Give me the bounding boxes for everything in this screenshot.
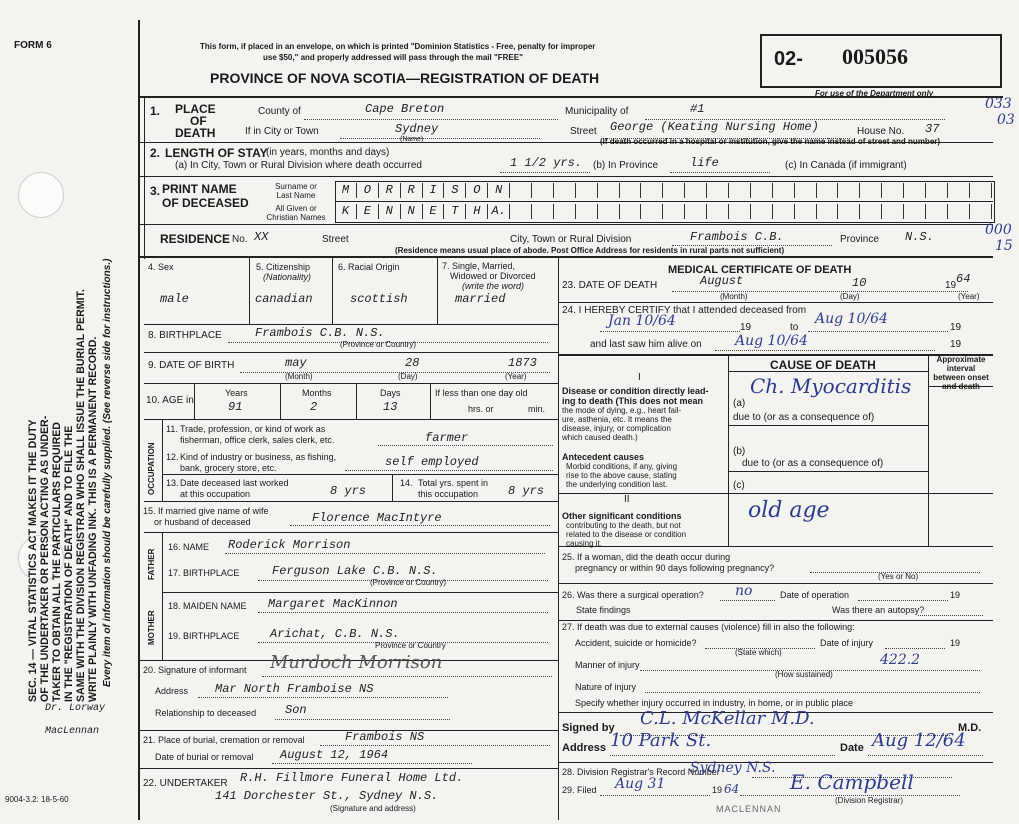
q29-year: 64 [724, 782, 740, 796]
q27-label: 27. If death was due to external causes (violence) fill in also the following: [562, 622, 855, 632]
s2c-label: (c) In Canada (if immigrant) [785, 160, 907, 171]
antecedent-line-2: Morbid conditions, if any, giving [566, 462, 678, 471]
nineteen-3: 19 [950, 339, 962, 350]
s3-num: 3. [150, 184, 161, 198]
death-day-caption: (Day) [840, 292, 860, 301]
q13-value: 8 yrs [330, 484, 367, 498]
s1-num: 1. [150, 104, 161, 118]
surname-label-1: Surname or [275, 182, 317, 191]
surname-letter-cell: M [335, 183, 357, 198]
q11-num: 11. [166, 424, 178, 434]
given-letter-cell: A. [488, 204, 510, 219]
q14-num: 14. [400, 478, 413, 488]
mail-notice-1: This form, if placed in an envelope, on which is printed "Dominion Statistics - Free, penalty for improper [200, 42, 596, 51]
q23-label: 23. DATE OF DEATH [562, 280, 658, 291]
specify-label: Specify whether injury occurred in industry, in home, or in public place [575, 698, 853, 708]
undertaker-value-2: 141 Dorchester St., Sydney N.S. [215, 789, 439, 803]
burial-place-label: 21. Place of burial, cremation or removal [143, 735, 305, 745]
other-value: old age [748, 498, 830, 523]
birthplace-value: Frambois C.B. N.S. [255, 326, 385, 340]
bottom-stamp: MACLENNAN [716, 804, 782, 814]
house-label: House No. [857, 126, 905, 137]
to-label: to [790, 322, 799, 333]
given-letter-cell: E [423, 204, 445, 219]
antecedent-line-3: rise to the above cause, stating [566, 471, 677, 480]
death-month: August [700, 274, 744, 288]
undertaker-caption: (Signature and address) [330, 804, 416, 813]
doctor-note-1: Dr. Lorway [45, 703, 106, 714]
sidebar-line-6: WRITE PLAINLY WITH UNFADING INK. THIS IS A PERMANENT RECORD. [87, 336, 99, 702]
given-letter-cell [598, 204, 620, 219]
age-days-label: Days [380, 388, 401, 398]
form-code: 9004-3.2: 18-5-60 [5, 795, 69, 804]
given-letter-cell [663, 204, 685, 219]
hospital-note: (If death occurred in a hospital or institution, give the name instead of street and number) [600, 137, 941, 146]
q12-b: bank, grocery store, etc. [180, 463, 277, 473]
surname-letter-cell [904, 183, 926, 198]
citizenship-label: 5. Citizenship [256, 262, 311, 272]
given-letter-cell [751, 204, 773, 219]
dob-month: may [285, 356, 307, 370]
dept-use-label: For use of the Department only [815, 89, 934, 98]
marital-label-1: 7. Single, Married, [442, 261, 516, 271]
antecedent-line-1: Antecedent causes [562, 452, 645, 462]
given-letter-cell [970, 204, 992, 219]
dob-label: 9. DATE OF BIRTH [148, 360, 235, 371]
surname-letter-cell [817, 183, 839, 198]
given-letter-cell [882, 204, 904, 219]
sex-value: male [160, 292, 189, 306]
burial-date-value: August 12, 1964 [280, 748, 389, 762]
md-label: M.D. [958, 722, 982, 734]
residence-street-label: Street [322, 234, 349, 245]
given-letter-cell [685, 204, 707, 219]
cause-b-letter: (b) [733, 446, 746, 457]
street-value: George (Keating Nursing Home) [610, 120, 819, 134]
mother-name-label: 18. MAIDEN NAME [168, 601, 247, 611]
age-years-value: 91 [228, 400, 243, 414]
q14-a: Total yrs. spent in [418, 478, 489, 488]
accident-label: Accident, suicide or homicide? [575, 638, 697, 648]
surname-letter-cell [532, 183, 554, 198]
yes-no-caption: (Yes or No) [878, 572, 919, 581]
q29-value: Aug 31 [615, 776, 666, 792]
surname-letter-cell [860, 183, 882, 198]
disease-line-3: the mode of dying, e.g., heart fail- [562, 406, 682, 415]
s2-num: 2. [150, 146, 161, 160]
given-letter-cell: K [335, 204, 357, 219]
given-letter-cell [576, 204, 598, 219]
margin-code-2a: 000 [985, 222, 1012, 238]
death-year: 64 [956, 272, 971, 286]
reg-number: 005056 [842, 44, 908, 69]
q13-b: at this occupation [180, 489, 251, 499]
cause-a-letter: (a) [733, 398, 746, 409]
q25-label-2: pregnancy or within 90 days following pregnancy? [575, 563, 775, 573]
roman-ii: II [624, 494, 630, 505]
marital-value: married [455, 292, 506, 306]
s1-label-a: PLACE [175, 102, 216, 116]
racial-value: scottish [350, 292, 408, 306]
margin-code-2b: 15 [995, 238, 1013, 254]
dob-day: 28 [405, 356, 420, 370]
s2a-label: (a) In City, Town or Rural Division where death occurred [175, 160, 422, 171]
death-year-prefix: 19 [945, 280, 957, 291]
given-label-2: Christian Names [266, 213, 326, 222]
given-letter-cell: N [401, 204, 423, 219]
cause-c-letter: (c) [733, 480, 745, 491]
due-to-2: due to (or as a consequence of) [742, 458, 884, 469]
wife-value: Florence MacIntyre [312, 511, 442, 525]
other-line-3: related to the disease or condition [566, 530, 687, 539]
municipality-value: #1 [690, 102, 705, 116]
father-name-label: 16. NAME [168, 542, 210, 552]
mother-bp-caption: Province or Country [375, 641, 446, 650]
given-label-1: All Given or [275, 204, 317, 213]
city-label: If in City or Town [245, 126, 319, 137]
mother-name-value: Margaret MacKinnon [268, 597, 398, 611]
given-letter-cell [707, 204, 729, 219]
given-grid [335, 204, 992, 219]
street-label: Street [570, 126, 597, 137]
given-letter-cell [860, 204, 882, 219]
q11-a: Trade, profession, or kind of work as [180, 424, 326, 434]
q11-b: fisherman, office clerk, sales clerk, etc. [180, 435, 335, 445]
father-bp-value: Ferguson Lake C.B. N.S. [272, 564, 438, 578]
surname-letter-cell: O [357, 183, 379, 198]
given-letter-cell [510, 204, 532, 219]
occupation-side-label: OCCUPATION [147, 442, 156, 495]
surname-letter-cell [751, 183, 773, 198]
given-letter-cell [641, 204, 663, 219]
surname-letter-cell: O [466, 183, 488, 198]
citizenship-value: canadian [255, 292, 313, 306]
house-value: 37 [925, 122, 940, 136]
wife-label-2: or husband of deceased [154, 517, 251, 527]
given-letter-cell: E [357, 204, 379, 219]
residence-no-value: XX [254, 230, 269, 244]
med-date-value: Aug 12/64 [872, 730, 966, 751]
surname-letter-cell: S [444, 183, 466, 198]
mother-side-label: MOTHER [147, 610, 156, 645]
punch-hole-top [18, 172, 64, 218]
informant-address-label: Address [155, 686, 189, 696]
given-letter-cell: T [444, 204, 466, 219]
residence-province-value: N.S. [905, 230, 934, 244]
how-sustained: (How sustained) [775, 670, 833, 679]
med-address-value: 10 Park St. [610, 730, 712, 751]
q25-label-1: 25. If a woman, did the death occur during [562, 552, 731, 562]
q14-value: 8 yrs [508, 484, 545, 498]
interval-header: Approximate interval between onset and death [933, 355, 989, 391]
informant-label: 20. Signature of informant [143, 665, 247, 675]
surname-letter-cell [773, 183, 795, 198]
dob-year-caption: (Year) [505, 372, 527, 381]
registrar-caption: (Division Registrar) [835, 796, 904, 805]
surname-letter-cell: R [401, 183, 423, 198]
surname-letter-cell: R [379, 183, 401, 198]
age-label: 10. AGE in [146, 395, 194, 406]
state-which: (State which) [735, 648, 782, 657]
burial-date-label: Date of burial or removal [155, 752, 254, 762]
med-address-label: Address [562, 742, 607, 754]
age-months-label: Months [302, 388, 332, 398]
given-letter-cell [926, 204, 948, 219]
county-value: Cape Breton [365, 102, 445, 116]
wife-label-1: 15. If married give name of wife [143, 506, 269, 516]
q13-num: 13. [166, 478, 179, 488]
disease-line-4: ure, asthenia, etc. It means the [562, 415, 672, 424]
registration-number-box [760, 34, 1002, 88]
age-months-value: 2 [310, 400, 318, 414]
manner-label: Manner of injury [575, 660, 640, 670]
disease-line-5: disease, injury, or complication [562, 424, 671, 433]
signed-label: Signed by [562, 722, 615, 734]
racial-label: 6. Racial Origin [338, 262, 400, 272]
given-letter-cell [948, 204, 970, 219]
surname-grid [335, 183, 992, 198]
marital-label-3: (write the word) [462, 281, 525, 291]
q11-value: farmer [425, 431, 469, 445]
county-label: County of [258, 106, 301, 117]
surname-letter-cell [970, 183, 992, 198]
father-side-label: FATHER [147, 548, 156, 580]
given-letter-cell [817, 204, 839, 219]
due-to-1: due to (or as a consequence of) [733, 412, 875, 423]
surname-letter-cell [948, 183, 970, 198]
margin-code-1a: 033 [985, 96, 1012, 112]
s2b-value: life [690, 156, 719, 170]
manner-value: 422.2 [880, 652, 921, 668]
attended-to: Aug 10/64 [815, 311, 888, 327]
signed-value: C.L. McKellar M.D. [640, 708, 815, 729]
sidebar-line-1: SEC. 14 — VITAL STATISTICS ACT MAKES IT THE DUTY [27, 419, 39, 702]
s2-caption: (in years, months and days) [266, 147, 390, 158]
surname-letter-cell: N [488, 183, 510, 198]
reg-prefix: 02- [774, 48, 803, 70]
sidebar-line-4: IN THE "REGISTRATION OF DEATH" AND TO FILE THE [63, 425, 75, 702]
surname-letter-cell [554, 183, 576, 198]
given-letter-cell [554, 204, 576, 219]
roman-i: I [638, 372, 641, 383]
sidebar-line-7: Every item of information should be carefully supplied. (See reverse side for instructions.) [102, 258, 113, 687]
q29-label: 29. Filed [562, 785, 597, 795]
given-letter-cell [904, 204, 926, 219]
informant-address-value: Mar North Framboise NS [215, 682, 374, 696]
under-day-label: If less than one day old [435, 388, 528, 398]
city-name-caption: (Name) [400, 136, 424, 143]
state-findings: State findings [576, 605, 631, 615]
given-letter-cell [795, 204, 817, 219]
informant-signature: Murdoch Morrison [270, 652, 443, 673]
surname-letter-cell [598, 183, 620, 198]
hrs-label: hrs. or [468, 404, 494, 414]
birthplace-label: 8. BIRTHPLACE [148, 330, 222, 341]
relationship-value: Son [285, 703, 307, 717]
burial-place-value: Frambois NS [345, 730, 425, 744]
age-days-value: 13 [383, 400, 398, 414]
q24-label: 24. I HEREBY CERTIFY that I attended deceased from [562, 305, 807, 316]
death-year-caption: (Year) [958, 292, 980, 301]
med-date-label: Date [840, 742, 864, 754]
q26-value: no [735, 583, 753, 599]
disease-line-2: ing to death (This does not mean [562, 396, 704, 406]
disease-line-6: which caused death.) [562, 433, 638, 442]
q28-value: Sydney N.S. [690, 760, 776, 776]
surname-letter-cell [707, 183, 729, 198]
surname-letter-cell [641, 183, 663, 198]
antecedent-line-4: the underlying condition last. [566, 480, 668, 489]
residence-province-label: Province [840, 234, 879, 245]
residence-city-label: City, Town or Rural Division [510, 234, 632, 245]
surname-letter-cell [838, 183, 860, 198]
municipality-label: Municipality of [565, 106, 629, 117]
q28-label: 28. Division Registrar's Record Number [562, 767, 720, 777]
given-letter-cell [773, 204, 795, 219]
residence-city-value: Frambois C.B. [690, 230, 784, 244]
date-injury-label: Date of injury [820, 638, 874, 648]
other-line-1: Other significant conditions [562, 511, 682, 521]
citizenship-sub: (Nationality) [263, 272, 312, 282]
q14-b: this occupation [418, 489, 479, 499]
date-op-label: Date of operation [780, 590, 850, 600]
margin-code-1b: 03 [997, 112, 1015, 128]
q26-label: 26. Was there a surgical operation? [562, 590, 704, 600]
cause-header: CAUSE OF DEATH [770, 358, 876, 372]
given-letter-cell [729, 204, 751, 219]
undertaker-value-1: R.H. Fillmore Funeral Home Ltd. [240, 771, 464, 785]
father-bp-caption: (Province or Country) [370, 578, 447, 587]
q13-a: Date deceased last worked [180, 478, 289, 488]
cause-a-value: Ch. Myocarditis [750, 374, 912, 398]
surname-letter-cell [882, 183, 904, 198]
other-line-4: causing it. [566, 539, 603, 548]
given-letter-cell: N [379, 204, 401, 219]
q12-value: self employed [385, 455, 479, 469]
form-label: FORM 6 [14, 40, 52, 51]
last-saw-label: and last saw him alive on [590, 339, 702, 350]
birthplace-caption: (Province or Country) [340, 340, 417, 349]
mail-notice-2: use $50," and properly addressed will pass through the mail "FREE" [263, 53, 523, 62]
sex-label: 4. Sex [148, 262, 174, 272]
q12-num: 12. [166, 452, 179, 462]
s1-label-b: OF [190, 114, 207, 128]
age-years-label: Years [225, 388, 248, 398]
undertaker-label: 22. UNDERTAKER [143, 778, 228, 789]
dob-month-caption: (Month) [285, 372, 313, 381]
nature-label: Nature of injury [575, 682, 637, 692]
surname-label-2: Last Name [276, 191, 316, 200]
min-label: min. [528, 404, 546, 414]
surname-letter-cell [620, 183, 642, 198]
sidebar-line-5: SAME WITH THE DIVISION REGISTRAR WHO SHALL ISSUE THE BURIAL PERMIT. [75, 289, 87, 702]
s2a-value: 1 1/2 yrs. [510, 156, 583, 170]
given-letter-cell [532, 204, 554, 219]
surname-letter-cell [510, 183, 532, 198]
surname-letter-cell [663, 183, 685, 198]
registrar-signature: E. Campbell [790, 770, 914, 794]
relationship-label: Relationship to deceased [155, 708, 257, 718]
mother-bp-label: 19. BIRTHPLACE [168, 631, 240, 641]
s1-label-c: DEATH [175, 126, 216, 140]
disease-line-1: Disease or condition directly lead- [562, 386, 709, 396]
nineteen-5: 19 [950, 638, 961, 648]
nineteen-2: 19 [950, 322, 962, 333]
residence-no-label: No. [232, 234, 248, 245]
death-day: 10 [852, 276, 867, 290]
father-name-value: Roderick Morrison [228, 538, 351, 552]
surname-letter-cell: I [423, 183, 445, 198]
sidebar-line-2: OF THE UNDERTAKER OR PERSON ACTING AS UNDER- [39, 415, 51, 702]
attended-from: Jan 10/64 [608, 313, 676, 329]
medical-title: MEDICAL CERTIFICATE OF DEATH [668, 264, 852, 276]
death-month-caption: (Month) [720, 292, 748, 301]
dob-day-caption: (Day) [398, 372, 418, 381]
given-letter-cell [838, 204, 860, 219]
city-value: Sydney [395, 122, 439, 136]
nineteen-1: 19 [740, 322, 752, 333]
given-letter-cell: H [466, 204, 488, 219]
surname-letter-cell [926, 183, 948, 198]
surname-letter-cell [576, 183, 598, 198]
autopsy-label: Was there an autopsy? [832, 605, 925, 615]
surname-letter-cell [795, 183, 817, 198]
s2-label: LENGTH OF STAY [165, 146, 268, 160]
last-saw-value: Aug 10/64 [735, 333, 808, 349]
father-bp-label: 17. BIRTHPLACE [168, 568, 240, 578]
s2b-label: (b) In Province [593, 160, 659, 171]
residence-label: RESIDENCE [160, 232, 231, 246]
s3-label-a: PRINT NAME [162, 182, 237, 196]
residence-note: (Residence means usual place of abode. Post Office Address for residents in rural parts not sufficient) [395, 246, 785, 255]
surname-letter-cell [685, 183, 707, 198]
other-line-2: contributing to the death, but not [566, 521, 681, 530]
q12-a: Kind of industry or business, as fishing, [180, 452, 337, 462]
nineteen-4: 19 [950, 590, 961, 600]
mother-bp-value: Arichat, C.B. N.S. [270, 627, 400, 641]
sidebar-line-3: TAKER TO OBTAIN ALL THE PARTICULARS REQUIRED [51, 422, 63, 702]
marital-label-2: Widowed or Divorced [450, 271, 536, 281]
surname-letter-cell [729, 183, 751, 198]
doctor-note-2: MacLennan [45, 726, 100, 737]
s3-label-b: OF DECEASED [162, 196, 249, 210]
dob-year: 1873 [508, 356, 537, 370]
form-title: PROVINCE OF NOVA SCOTIA—REGISTRATION OF DEATH [210, 70, 600, 86]
given-letter-cell [620, 204, 642, 219]
q29-nineteen: 19 [712, 785, 723, 795]
